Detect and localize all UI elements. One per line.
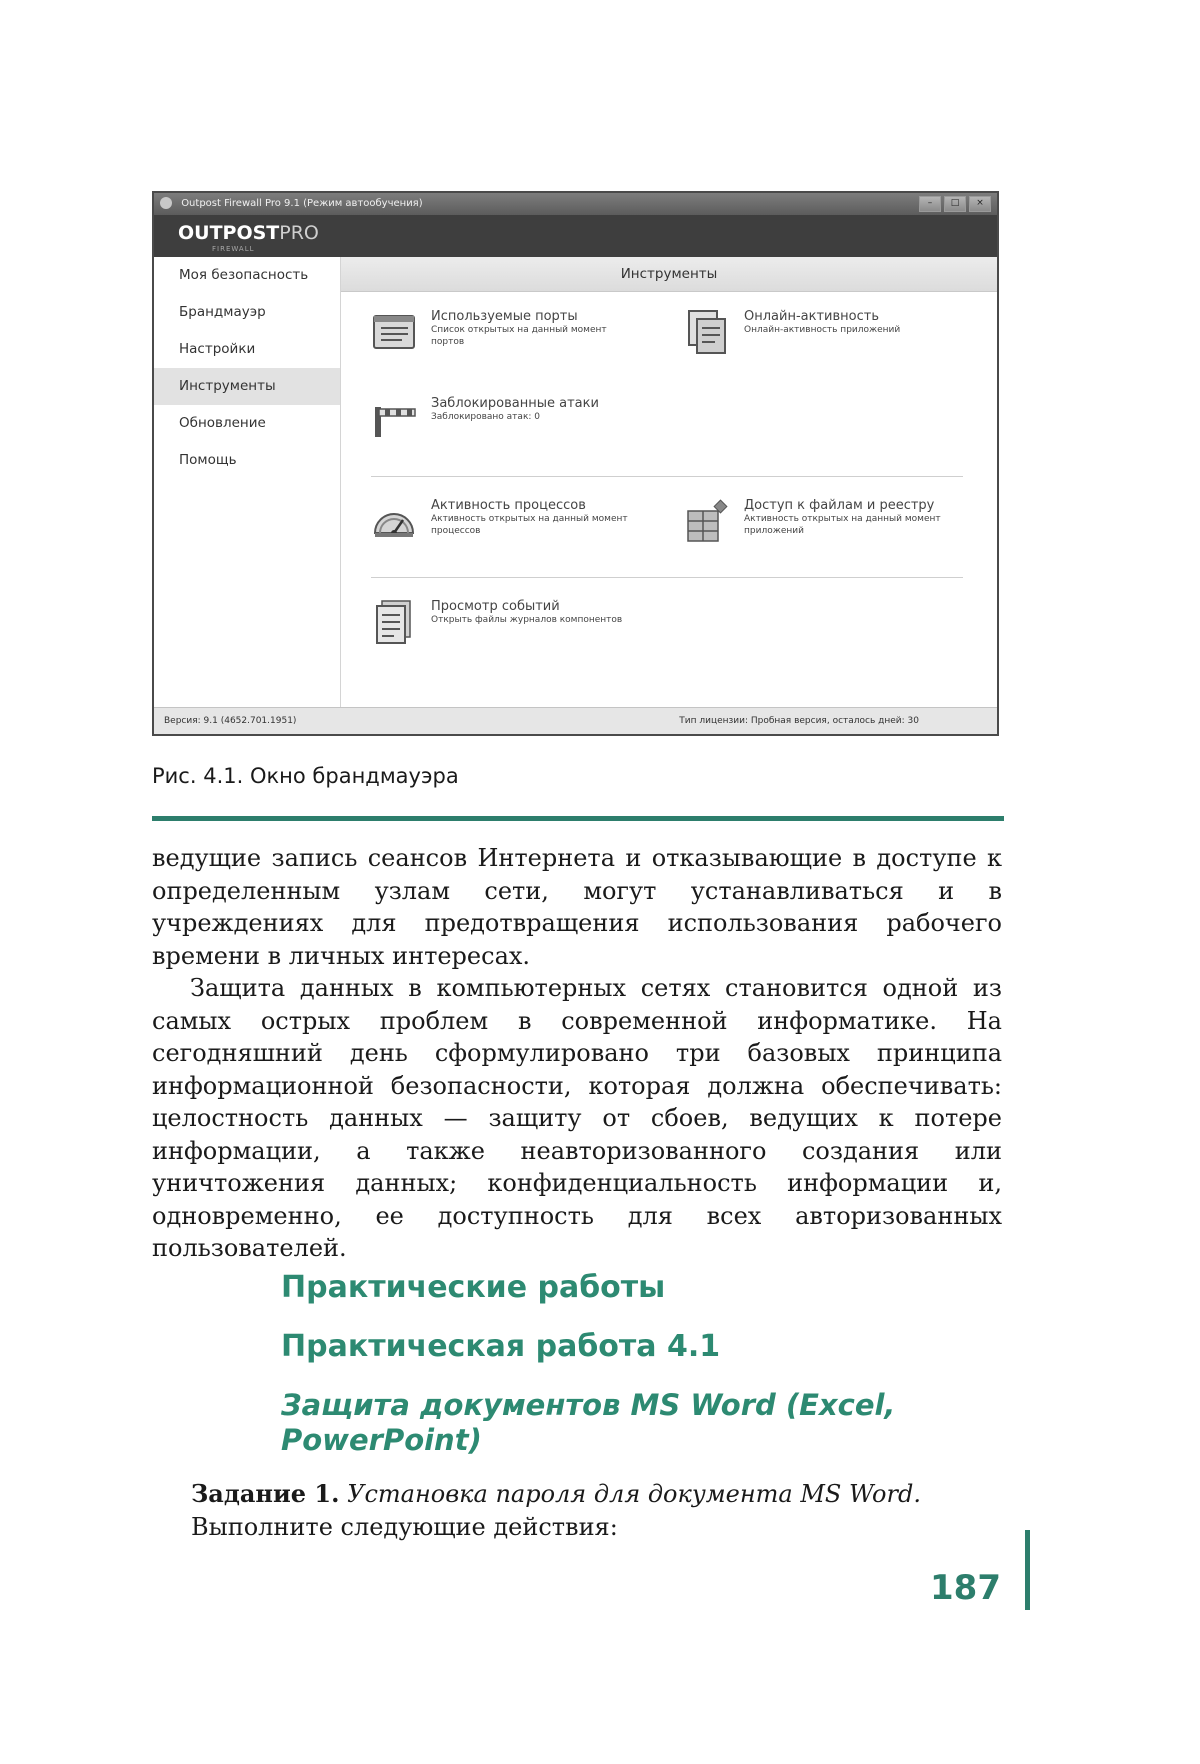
heading-practical-works: Практические работы (281, 1270, 666, 1305)
tool-event-viewer[interactable] (371, 599, 622, 645)
close-button[interactable]: × (969, 196, 991, 212)
divider (371, 577, 963, 578)
status-bar (154, 707, 997, 734)
tool-title: Заблокированные атаки (431, 396, 599, 411)
logo-subtitle: FIREWALL (212, 245, 255, 253)
tool-file-registry-access[interactable] (684, 498, 954, 544)
file-registry-icon (684, 498, 730, 544)
logo-pro: PRO (279, 222, 319, 244)
sidebar-item-help[interactable]: Помощь (179, 452, 237, 468)
tool-description: Активность открытых на данный момент процессов (431, 514, 628, 536)
tool-used-ports[interactable] (371, 309, 641, 355)
window-titlebar (154, 193, 997, 215)
paragraph: Защита данных в компьютерных сетях становится одной из самых острых проблем в современной информатике. На сегодняшний день сформулировано три базовых принципа информационной безопасности, которая должна обеспечивать: целостность данных — защиту от сбоев, ведущих к потере информации, а также неавторизованного создания или уничтожения данных; конфиденциальность информации и, одновременно, ее доступность для всех авторизованных пользователей. (152, 974, 1002, 1262)
page-number: 187 (930, 1568, 1001, 1608)
body-text (152, 842, 1002, 1265)
barrier-icon (371, 396, 417, 442)
firewall-window-screenshot (152, 191, 999, 736)
tool-description: Список открытых на данный момент портов (431, 325, 607, 347)
tool-process-activity[interactable] (371, 498, 641, 544)
logo-main: OUTPOST (178, 222, 280, 244)
task-block (191, 1477, 1011, 1544)
heading-practical-work-number: Практическая работа 4.1 (281, 1329, 721, 1364)
app-header (154, 215, 997, 257)
tool-title: Онлайн-активность (744, 309, 879, 324)
divider (371, 476, 963, 477)
paragraph: ведущие запись сеансов Интернета и отказывающие в доступе к определенным узлам сети, могут устанавливаться и в учреждениях для предотвращения использования рабочего времени в личных интересах. (152, 844, 1002, 970)
tool-blocked-attacks[interactable] (371, 396, 599, 442)
sidebar (154, 257, 341, 708)
license-info: Тип лицензии: Пробная версия, осталось дней: 30 (679, 716, 919, 726)
gauge-icon (371, 498, 417, 544)
tool-title: Активность процессов (431, 498, 586, 513)
sidebar-item-my-security[interactable]: Моя безопасность (179, 267, 309, 283)
tool-online-activity[interactable] (684, 309, 900, 355)
event-log-icon (371, 599, 417, 645)
task-label: Задание 1. (191, 1479, 340, 1508)
page-number-bar (1025, 1530, 1030, 1610)
tools-panel-title: Инструменты (341, 257, 997, 292)
sidebar-item-tools[interactable]: Инструменты (154, 368, 340, 405)
tool-description: Открыть файлы журналов компонентов (431, 615, 623, 625)
tool-description: Заблокировано атак: 0 (431, 412, 540, 422)
tool-title: Используемые порты (431, 309, 578, 324)
window-title: Outpost Firewall Pro 9.1 (Режим автообучения) (181, 198, 423, 209)
online-activity-icon (684, 309, 730, 355)
section-divider (152, 816, 1004, 821)
tool-description: Активность открытых на данный момент приложений (744, 514, 941, 536)
maximize-button[interactable]: □ (944, 196, 966, 212)
app-icon (160, 197, 172, 209)
tools-panel (341, 257, 997, 708)
version-info: Версия: 9.1 (4652.701.1951) (164, 716, 297, 726)
minimize-button[interactable]: – (919, 196, 941, 212)
sidebar-item-firewall[interactable]: Брандмауэр (179, 304, 266, 320)
tool-title: Доступ к файлам и реестру (744, 498, 935, 513)
heading-topic: Защита документов MS Word (Excel, PowerPoint) (281, 1388, 896, 1457)
task-instruction: Выполните следующие действия: (191, 1513, 618, 1541)
ports-list-icon (371, 309, 417, 355)
figure-caption: Рис. 4.1. Окно брандмауэра (152, 764, 459, 788)
tool-description: Онлайн-активность приложений (744, 325, 901, 335)
tool-title: Просмотр событий (431, 599, 560, 614)
outpost-logo (178, 222, 319, 244)
task-title: Установка пароля для документа MS Word. (347, 1480, 921, 1508)
sidebar-item-update[interactable]: Обновление (179, 415, 266, 431)
sidebar-item-settings[interactable]: Настройки (179, 341, 256, 357)
